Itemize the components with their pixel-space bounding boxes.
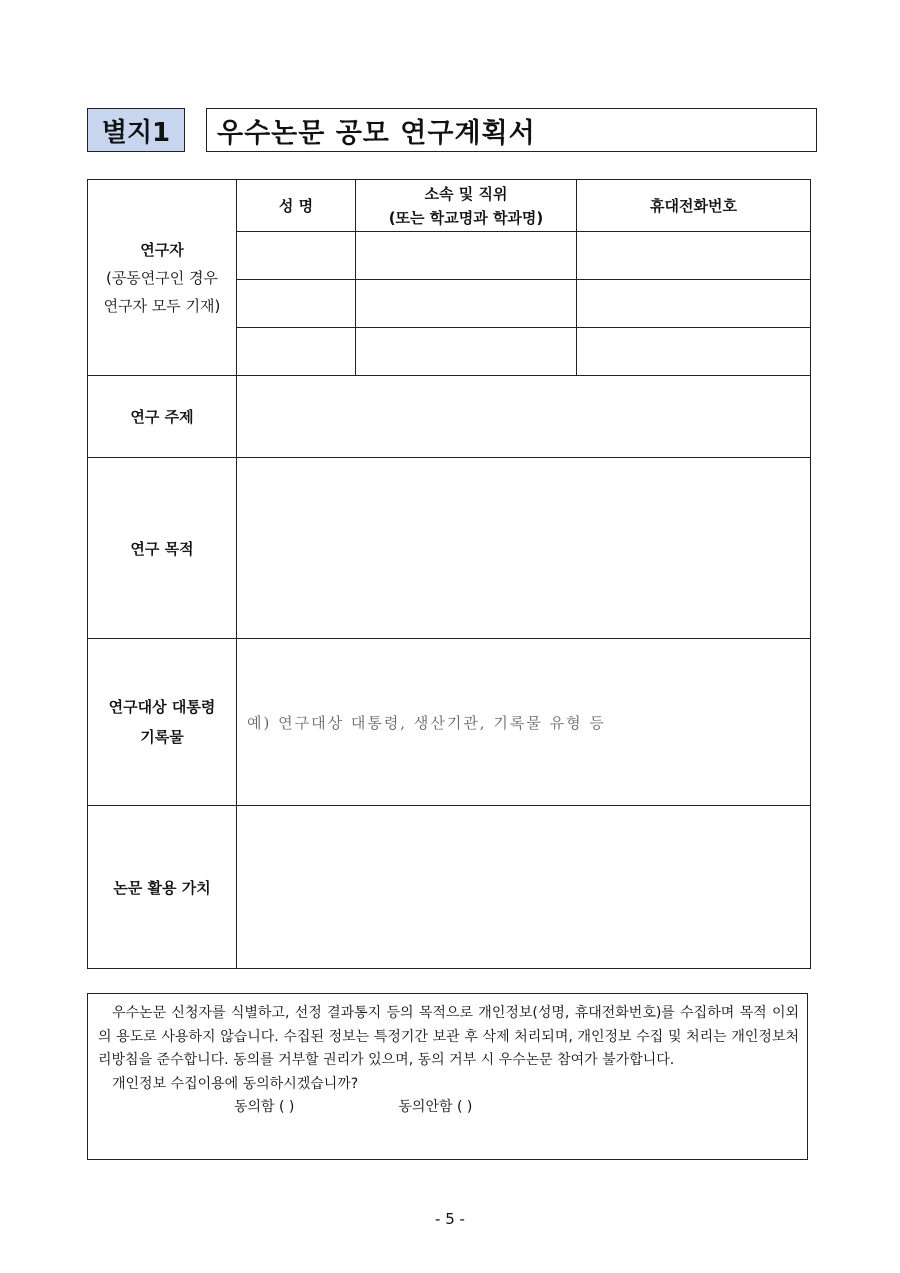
subject-label-line2: 기록물 <box>140 728 184 746</box>
researcher-1-name-input[interactable] <box>237 232 356 280</box>
column-header-name: 성 명 <box>237 180 356 232</box>
research-plan-table <box>87 179 811 969</box>
researcher-label: 연구자 <box>140 240 184 259</box>
column-header-affiliation <box>356 180 577 232</box>
researcher-3-affiliation-input[interactable] <box>356 328 577 376</box>
researcher-3-phone-input[interactable] <box>577 328 811 376</box>
subject-label-line1: 연구대상 대통령 <box>108 698 216 716</box>
subject-label-cell <box>88 639 237 806</box>
researcher-note-line1: (공동연구인 경우 <box>105 268 219 287</box>
researcher-1-affiliation-input[interactable] <box>356 232 577 280</box>
column-header-phone: 휴대전화번호 <box>577 180 811 232</box>
page-number: - 5 - <box>435 1210 465 1228</box>
subject-input[interactable] <box>237 639 811 806</box>
researcher-1-phone-input[interactable] <box>577 232 811 280</box>
affiliation-header-line2: (또는 학교명과 학과명) <box>388 208 544 227</box>
consent-question: 개인정보 수집이용에 동의하시겠습니까? <box>112 1075 359 1092</box>
consent-options <box>98 1096 799 1120</box>
subject-hint-text: 예) 연구대상 대통령, 생산기관, 기록물 유형 등 <box>247 713 606 732</box>
affiliation-header-line1: 소속 및 직위 <box>424 184 508 203</box>
privacy-notice-text: 우수논문 신청자를 식별하고, 선정 결과통지 등의 목적으로 개인정보(성명, 휴대전화번호)를 수집하며 목적 이외의 용도로 사용하지 않습니다. 수집된 정보는 특정기간 보관 후 삭제 처리되며, 개인정보 수집 및 처리는 개인정보처리방침을 준수합니다. 동의를 거부할 권리가 있으며, 동의 거부 시 우수논문 참여가 불가합니다. <box>98 1005 799 1068</box>
researcher-note-line2: 연구자 모두 기재) <box>103 296 221 315</box>
topic-input[interactable] <box>237 376 811 458</box>
value-input[interactable] <box>237 806 811 969</box>
purpose-label: 연구 목적 <box>88 458 237 639</box>
researcher-label-cell <box>88 180 237 376</box>
researcher-3-name-input[interactable] <box>237 328 356 376</box>
researcher-2-name-input[interactable] <box>237 280 356 328</box>
form-number-badge: 별지1 <box>87 108 185 152</box>
researcher-2-affiliation-input[interactable] <box>356 280 577 328</box>
value-label: 논문 활용 가치 <box>88 806 237 969</box>
page-title: 우수논문 공모 연구계획서 <box>206 108 817 152</box>
privacy-consent-box <box>87 993 808 1160</box>
agree-option[interactable]: 동의함 ( ) <box>234 1099 295 1115</box>
disagree-option[interactable]: 동의안함 ( ) <box>398 1099 473 1115</box>
topic-label: 연구 주제 <box>88 376 237 458</box>
researcher-2-phone-input[interactable] <box>577 280 811 328</box>
purpose-input[interactable] <box>237 458 811 639</box>
